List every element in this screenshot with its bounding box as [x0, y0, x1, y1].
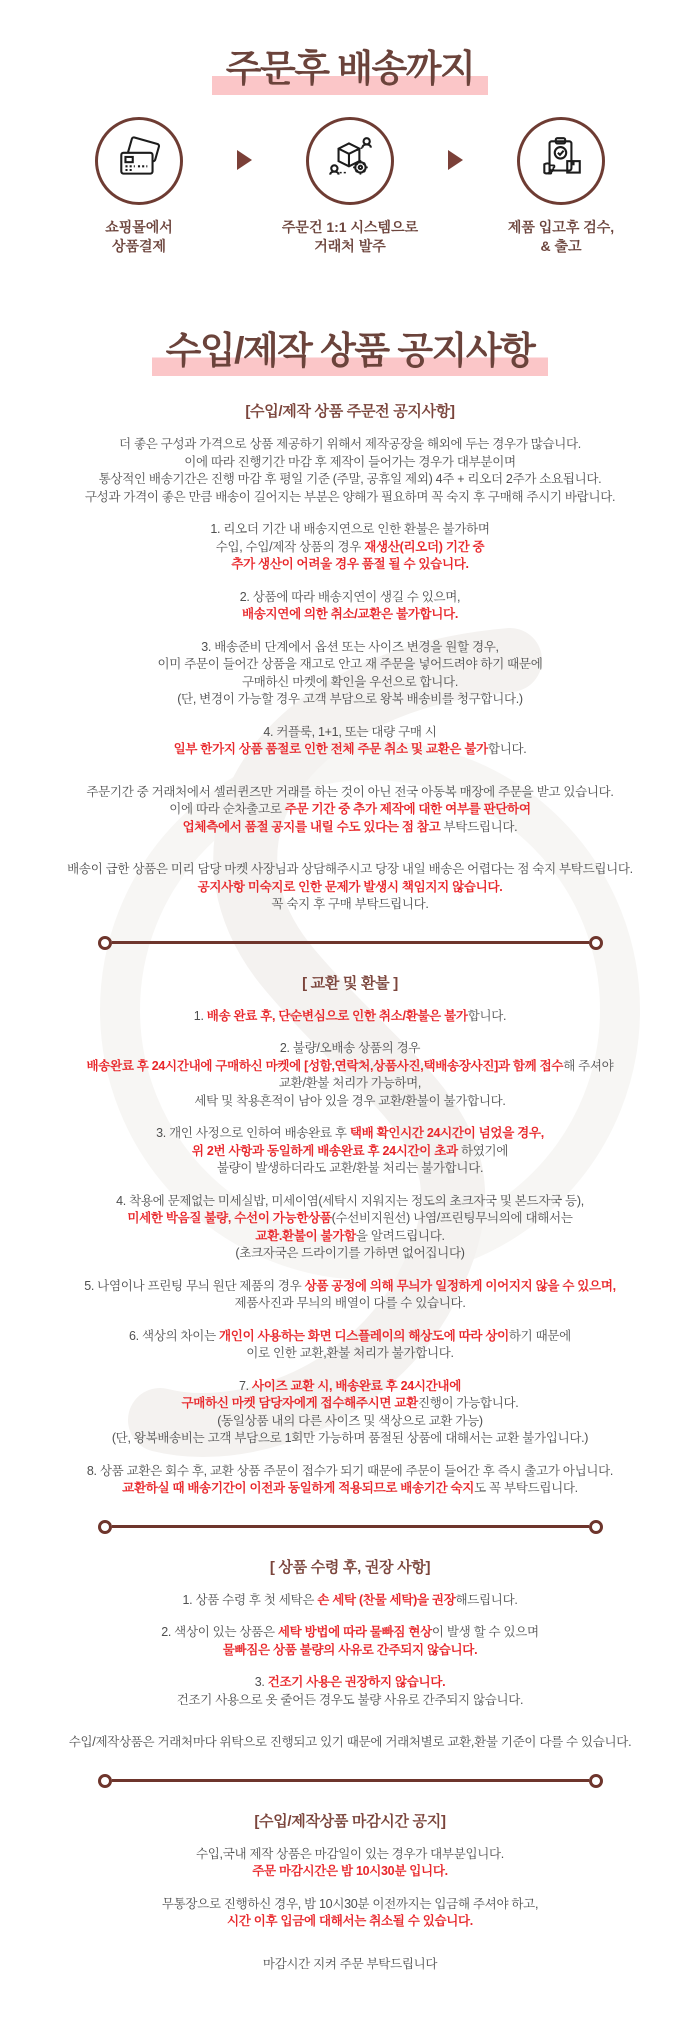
- text-segment: 위 2번 사항과 동일하게 배송완료 후 24시간이 초과: [191, 1143, 458, 1158]
- text-segment: 교환.환불이 불가함: [255, 1228, 356, 1243]
- text-segment: 물빠짐은 상품 불량의 사유로 간주되지 않습니다.: [222, 1642, 478, 1657]
- credit-card-icon: [114, 133, 164, 188]
- text-segment: 불량이 발생하더라도 교환/환불 처리는 불가합니다.: [216, 1161, 484, 1176]
- text-line: [0, 1956, 700, 1974]
- text-line: [0, 1160, 700, 1178]
- section-heading: [수입/제작상품 마감시간 공지]: [254, 1812, 446, 1830]
- step-label: [508, 218, 614, 256]
- text-segment: 공지사항 미숙지로 인한 문제가 발생시 책임지지 않습니다.: [197, 879, 503, 894]
- text-segment: 이에 따라 순차출고로: [169, 802, 285, 817]
- text-segment: 일부 한가지 상품 품절로 인한 전체 주문 취소 및 교환은 불가: [173, 742, 488, 757]
- step-payment: [43, 117, 235, 256]
- text-segment: (동일상품 내의 다른 사이즈 및 색상으로 교환 가능): [217, 1413, 483, 1428]
- text-line: [0, 1592, 700, 1610]
- notice-section: [0, 1556, 700, 1752]
- text-segment: 7.: [239, 1378, 253, 1393]
- text-segment: 1. 상품 수령 후 첫 세탁은: [182, 1592, 318, 1607]
- text-segment: 사이즈 교환 시, 배송완료 후 24시간내에: [252, 1378, 461, 1393]
- divider-ring: [589, 1774, 603, 1788]
- text-line: [0, 1210, 700, 1228]
- step-label-line: 거래처 발주: [314, 237, 386, 254]
- text-line: [0, 521, 700, 539]
- divider-line: [112, 1779, 589, 1782]
- text-segment: (초크자국은 드라이기를 가하면 없어집니다): [235, 1246, 465, 1261]
- text-segment: 구매하신 마켓에 확인을 우선으로 합니다.: [241, 674, 459, 689]
- text-segment: 더 좋은 구성과 가격으로 상품 제공하기 위해서 제작공장을 해외에 두는 경우가 많습니다.: [119, 437, 581, 452]
- text-segment: 2. 색상이 있는 상품은: [161, 1625, 278, 1640]
- text-segment: 진행이 가능합니다.: [417, 1396, 519, 1411]
- step-label-line: & 출고: [540, 237, 582, 254]
- text-line: [0, 1193, 700, 1211]
- text-block: [0, 861, 700, 914]
- divider-line: [112, 941, 589, 944]
- text-line: [0, 1328, 700, 1346]
- text-segment: 건조기 사용은 권장하지 않습니다.: [267, 1675, 446, 1690]
- text-segment: 4. 커플룩, 1+1, 또는 대량 구매 시: [263, 724, 437, 739]
- text-block: [0, 436, 700, 506]
- text-line: [0, 1913, 700, 1931]
- section-heading: [ 상품 수령 후, 권장 사항]: [269, 1558, 431, 1576]
- text-block: [0, 589, 700, 624]
- text-segment: 도 꼭 부탁드립니다.: [474, 1481, 578, 1496]
- text-line: [0, 1413, 700, 1431]
- text-segment: 택배 확인시간 24시간이 넘었을 경우,: [349, 1126, 544, 1141]
- text-line: [0, 471, 700, 489]
- text-segment: 6. 색상의 차이는: [129, 1328, 220, 1343]
- arrow-right-icon: [237, 150, 252, 170]
- text-segment: 배송지연에 의한 취소/교환은 불가합니다.: [241, 607, 459, 622]
- step-label-line: 쇼핑몰에서: [105, 218, 173, 235]
- divider-ring: [589, 936, 603, 950]
- text-block: [0, 1008, 700, 1026]
- text-segment: (단, 변경이 가능할 경우 고객 부담으로 왕복 배송비를 청구합니다.): [177, 692, 523, 707]
- text-block: [0, 1674, 700, 1709]
- text-line: [0, 1674, 700, 1692]
- text-segment: 합니다.: [467, 1008, 507, 1023]
- text-line: [0, 819, 700, 837]
- step-circle: [306, 117, 394, 205]
- step-label: [282, 218, 418, 256]
- text-segment: 을 알려드립니다.: [355, 1228, 445, 1243]
- text-line: [0, 1345, 700, 1363]
- text-line: [0, 1228, 700, 1246]
- text-line: [0, 674, 700, 692]
- text-block: [0, 784, 700, 837]
- text-block: [0, 1328, 700, 1363]
- text-segment: 통상적인 배송기간은 진행 마감 후 평일 기준 (주말, 공휴일 제외) 4주 + 리오더 2주가 소요됩니다.: [98, 472, 602, 487]
- text-block: [0, 1040, 700, 1110]
- divider-ring: [589, 1520, 603, 1534]
- text-segment: 시간 이후 입금에 대해서는 취소될 수 있습니다.: [227, 1914, 473, 1929]
- text-segment: 5. 나염이나 프린팅 무늬 원단 제품의 경우: [84, 1278, 305, 1293]
- text-segment: 세탁 및 착용흔적이 남아 있을 경우 교환/환불이 불가합니다.: [194, 1093, 506, 1108]
- text-segment: 2. 상품에 따라 배송지연이 생길 수 있으며,: [239, 589, 461, 604]
- text-block: [0, 1592, 700, 1610]
- text-line: [0, 589, 700, 607]
- text-block: [0, 724, 700, 759]
- text-line: [0, 1040, 700, 1058]
- text-segment: 8. 상품 교환은 회수 후, 교환 상품 주문이 접수가 되기 때문에 주문이 들어간 후 즉시 출고가 아닙니다.: [86, 1463, 614, 1478]
- text-segment: 부탁드립니다.: [440, 819, 518, 834]
- step-label: [105, 218, 173, 256]
- text-segment: 수입/제작상품은 거래처마다 위탁으로 진행되고 있기 때문에 거래처별로 교환,환불 기준이 다를 수 있습니다.: [68, 1735, 632, 1750]
- text-segment: 교환하실 때 배송기간이 이전과 동일하게 적용되므로 배송기간 숙지: [122, 1481, 475, 1496]
- text-segment: 1.: [193, 1008, 207, 1023]
- text-segment: 미세한 박음질 불량, 수선이 가능한상품: [127, 1211, 332, 1226]
- text-line: [0, 1245, 700, 1263]
- page-title-text: 주문후 배송까지: [212, 48, 488, 95]
- text-line: [0, 1430, 700, 1448]
- text-line: [0, 691, 700, 709]
- text-line: [0, 1692, 700, 1710]
- text-segment: 마감시간 지켜 주문 부탁드립니다: [262, 1956, 438, 1971]
- text-segment: 2. 불량/오배송 상품의 경우: [279, 1041, 421, 1056]
- text-line: [0, 1378, 700, 1396]
- text-segment: 이미 주문이 들어간 상품을 재고로 안고 재 주문을 넣어드려야 하기 때문에: [157, 657, 543, 672]
- step-label-line: 제품 입고후 검수,: [507, 218, 615, 235]
- section-divider: [98, 1520, 603, 1534]
- text-segment: 상품 공정에 의해 무늬가 일정하게 이어지지 않을 수 있으며,: [304, 1278, 616, 1293]
- text-segment: 주문 마감시간은 밤 10시30분 입니다.: [252, 1864, 448, 1879]
- text-segment: 주문 기간 중 추가 제작에 대한 여부를 판단하여: [284, 802, 531, 817]
- text-line: [0, 861, 700, 879]
- text-block: [0, 1125, 700, 1178]
- text-line: [0, 1075, 700, 1093]
- text-segment: 이에 따라 진행기간 마감 후 제작이 들어가는 경우가 대부분이며: [184, 454, 516, 469]
- text-line: [0, 801, 700, 819]
- text-segment: 합니다.: [487, 742, 527, 757]
- text-segment: 배송완료 후 24시간내에 구매하신 마켓에 [성함,연락처,상품사진,택배송장사진]과 함께 접수: [86, 1058, 564, 1073]
- text-segment: 하였기에: [457, 1143, 509, 1158]
- arrow-right-icon: [448, 150, 463, 170]
- text-line: [0, 639, 700, 657]
- text-segment: 개인이 사용하는 화면 디스플레이의 해상도에 따라 상이: [219, 1328, 509, 1343]
- text-segment: 수입, 수입/제작 상품의 경우: [215, 539, 365, 554]
- text-line: [0, 724, 700, 742]
- text-segment: 4. 착용에 문제없는 미세실밥, 미세이염(세탁시 지워지는 정도의 초크자국 및 본드자국 등),: [116, 1193, 584, 1208]
- text-segment: 주문기간 중 거래처에서 셀러퀸즈만 거래를 하는 것이 아닌 전국 아동복 매장에 주문을 받고 있습니다.: [86, 784, 614, 799]
- text-segment: 배송이 급한 상품은 미리 담당 마켓 사장님과 상담해주시고 당장 내일 배송은 어렵다는 점 숙지 부탁드립니다.: [67, 862, 633, 877]
- text-block: [0, 1624, 700, 1659]
- text-line: [0, 1093, 700, 1111]
- text-block: [0, 1463, 700, 1498]
- text-line: [0, 879, 700, 897]
- text-segment: 배송 완료 후, 단순변심으로 인한 취소/환불은 불가: [206, 1008, 468, 1023]
- step-order-system: [254, 117, 446, 256]
- text-segment: 이로 인한 교환,환불 처리가 불가합니다.: [246, 1346, 454, 1361]
- text-line: [0, 1143, 700, 1161]
- text-segment: 꼭 숙지 후 구매 부탁드립니다.: [271, 897, 429, 912]
- order-flow-steps: [0, 117, 700, 256]
- text-segment: 1. 리오더 기간 내 배송지연으로 인한 환불은 불가하며: [210, 522, 490, 537]
- text-block: [0, 521, 700, 574]
- step-label-line: 상품결제: [111, 237, 167, 254]
- notice-title: [0, 330, 700, 377]
- page-title: [0, 48, 700, 95]
- text-line: [0, 1863, 700, 1881]
- text-line: [0, 1058, 700, 1076]
- text-block: [0, 1846, 700, 1881]
- section-heading: [ 교환 및 환불 ]: [302, 974, 398, 992]
- text-line: [0, 1846, 700, 1864]
- text-line: [0, 1642, 700, 1660]
- text-line: [0, 1624, 700, 1642]
- text-segment: 구매하신 마켓 담당자에게 접수해주시면 교환: [181, 1396, 418, 1411]
- text-segment: 손 세탁 (찬물 세탁)을 권장: [317, 1592, 456, 1607]
- text-line: [0, 1896, 700, 1914]
- text-segment: 무통장으로 진행하신 경우, 밤 10시30분 이전까지는 입금해 주셔야 하고,: [161, 1896, 539, 1911]
- step-circle: [95, 117, 183, 205]
- text-line: [0, 741, 700, 759]
- notice-sections: [0, 400, 700, 1973]
- divider-ring: [98, 1520, 112, 1534]
- step-circle: [517, 117, 605, 205]
- text-line: [0, 784, 700, 802]
- text-segment: 이 발생 할 수 있으며: [431, 1625, 539, 1640]
- text-block: [0, 1956, 700, 1974]
- text-line: [0, 556, 700, 574]
- text-line: [0, 1125, 700, 1143]
- text-segment: 건조기 사용으로 옷 줄어든 경우도 불량 사유로 간주되지 않습니다.: [176, 1692, 524, 1707]
- text-line: [0, 656, 700, 674]
- text-segment: 재생산(리오더) 기간 중: [364, 539, 485, 554]
- step-inspection-shipment: [465, 117, 657, 256]
- text-block: [0, 1378, 700, 1448]
- notice-section: [0, 1810, 700, 1974]
- text-segment: (수선비지원선) 나염/프린팅무늬의에 대해서는: [331, 1211, 573, 1226]
- text-block: [0, 1734, 700, 1752]
- text-segment: 3. 개인 사정으로 인하여 배송완료 후: [156, 1126, 350, 1141]
- text-line: [0, 1734, 700, 1752]
- section-divider: [98, 936, 603, 950]
- divider-line: [112, 1525, 589, 1528]
- text-block: [0, 639, 700, 709]
- text-segment: 해 주셔야: [563, 1058, 614, 1073]
- text-line: [0, 454, 700, 472]
- text-segment: 3. 배송준비 단계에서 옵션 또는 사이즈 변경을 원할 경우,: [201, 639, 499, 654]
- text-segment: 하기 때문에: [508, 1328, 571, 1343]
- text-line: [0, 539, 700, 557]
- text-line: [0, 1008, 700, 1026]
- text-line: [0, 896, 700, 914]
- notice-section: [0, 972, 700, 1498]
- text-segment: 제품사진과 무늬의 배열이 다를 수 있습니다.: [234, 1296, 466, 1311]
- notice-section: [0, 400, 700, 914]
- text-segment: 세탁 방법에 따라 물빠짐 현상: [277, 1625, 432, 1640]
- section-heading: [수입/제작 상품 주문전 공지사항]: [245, 403, 455, 421]
- text-line: [0, 1278, 700, 1296]
- text-block: [0, 1278, 700, 1313]
- text-segment: 해드립니다.: [455, 1592, 518, 1607]
- text-line: [0, 436, 700, 454]
- text-line: [0, 1480, 700, 1498]
- text-line: [0, 1395, 700, 1413]
- text-segment: 추가 생산이 어려울 경우 품절 될 수 있습니다.: [231, 557, 469, 572]
- step-label-line: 주문건 1:1 시스템으로: [281, 218, 419, 235]
- text-block: [0, 1896, 700, 1931]
- text-segment: (단, 왕복배송비는 고객 부담으로 1회만 가능하며 품절된 상품에 대해서는 교환 불가입니다.): [111, 1431, 589, 1446]
- text-block: [0, 1193, 700, 1263]
- text-line: [0, 1295, 700, 1313]
- text-segment: 구성과 가격이 좋은 만큼 배송이 길어지는 부분은 양해가 필요하며 꼭 숙지 후 구매해 주시기 바랍니다.: [84, 489, 616, 504]
- text-line: [0, 489, 700, 507]
- notice-title-text: 수입/제작 상품 공지사항: [152, 330, 549, 377]
- text-segment: 수입,국내 제작 상품은 마감일이 있는 경우가 대부분입니다.: [196, 1846, 504, 1861]
- text-line: [0, 1463, 700, 1481]
- section-divider: [98, 1774, 603, 1788]
- text-segment: 업체측에서 품절 공지를 내릴 수도 있다는 점 참고: [182, 819, 441, 834]
- text-segment: 교환/환불 처리가 가능하며,: [278, 1076, 422, 1091]
- text-line: [0, 606, 700, 624]
- divider-ring: [98, 1774, 112, 1788]
- inspection-shipment-icon: [536, 133, 586, 188]
- order-system-icon: [325, 133, 375, 188]
- divider-ring: [98, 936, 112, 950]
- text-segment: 3.: [254, 1675, 268, 1690]
